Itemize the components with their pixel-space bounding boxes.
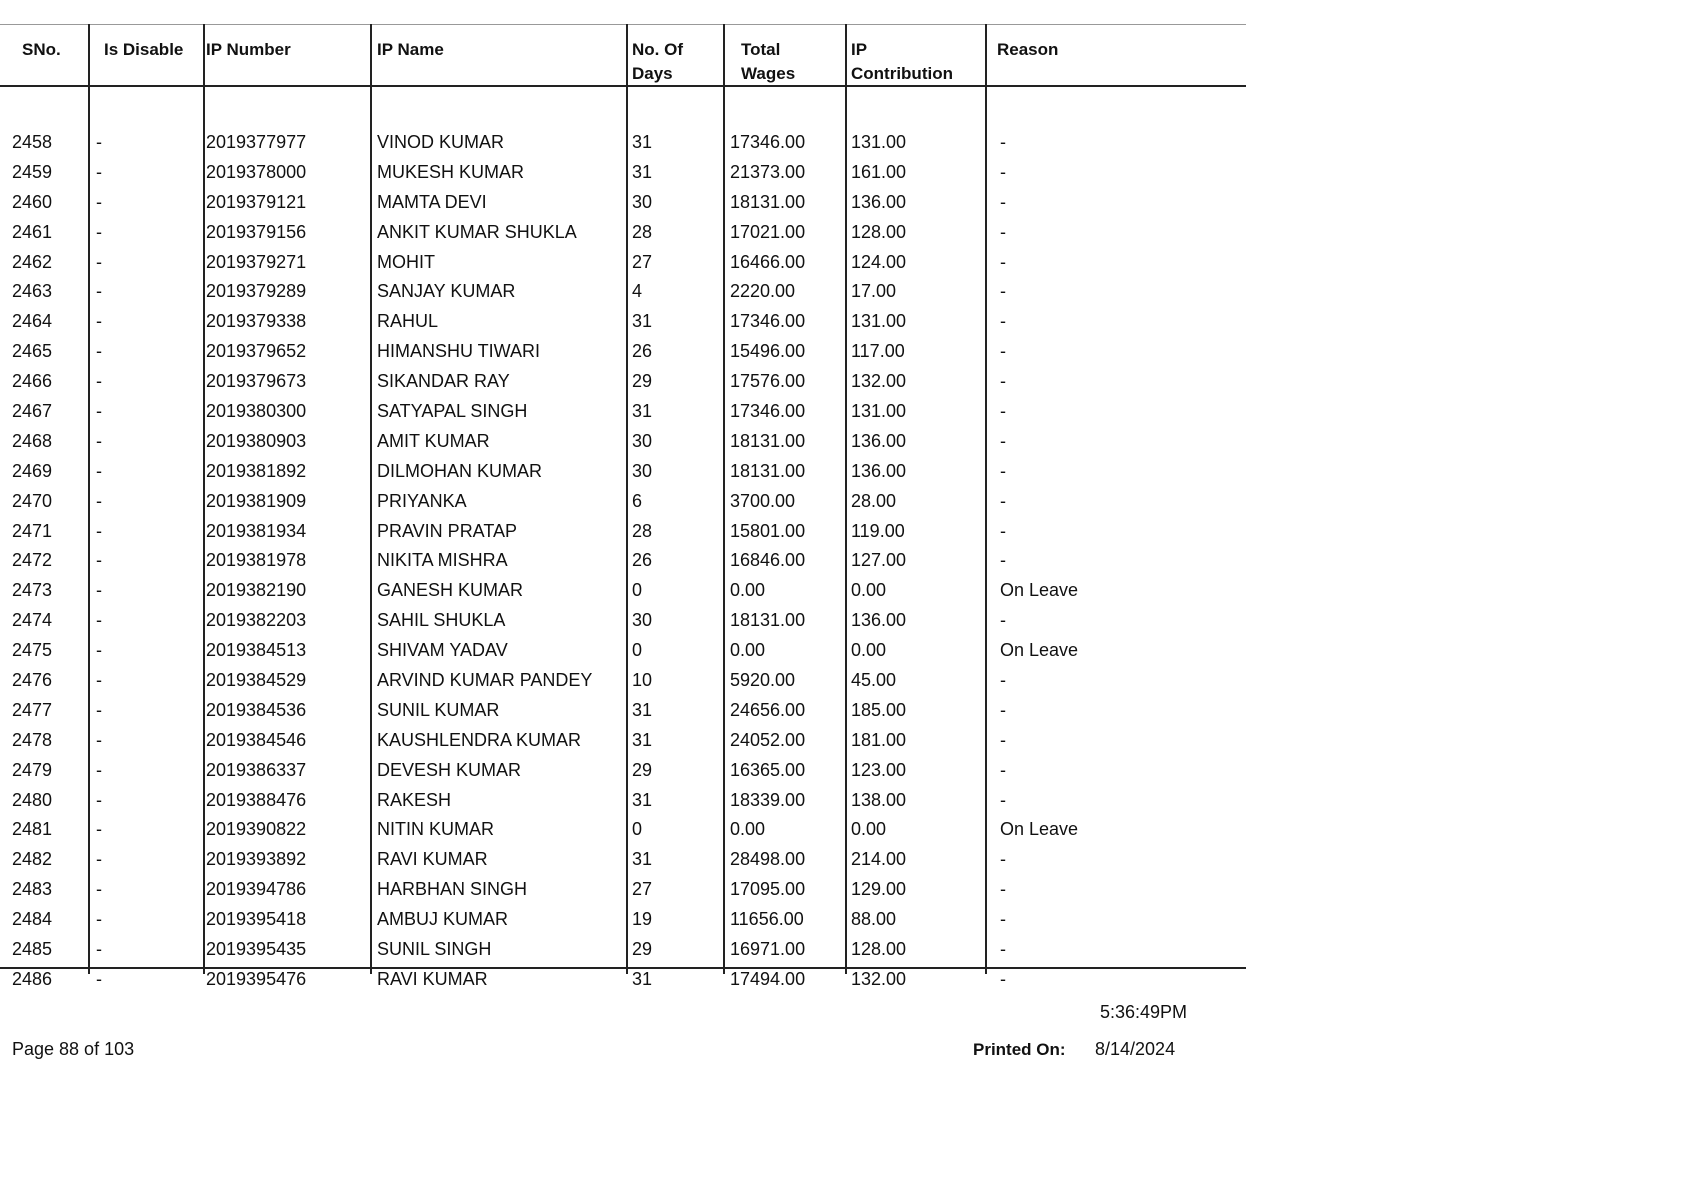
table-row (0, 608, 1246, 638)
cell-wages: 15496.00 (730, 341, 806, 362)
cell-wages: 24656.00 (730, 699, 806, 720)
cell-contribution: 131.00 (851, 401, 907, 422)
header-is-disable: Is Disable (104, 40, 184, 59)
cell-wages: 16971.00 (730, 939, 806, 960)
cell-ip-number: 2019388476 (206, 789, 307, 810)
cell-reason: - (1000, 251, 1006, 272)
cell-reason: - (1000, 132, 1006, 152)
cell-sno: 2484 (12, 909, 53, 930)
cell-ip-number: 2019380903 (206, 430, 307, 451)
cell-is-disable: - (96, 789, 102, 810)
cell-sno: 2461 (12, 221, 53, 242)
cell-contribution: 17.00 (851, 281, 897, 302)
cell-contribution: 131.00 (851, 132, 907, 152)
table-row (0, 339, 1246, 369)
cell-ip-number: 2019382203 (206, 610, 307, 631)
cell-wages: 15801.00 (730, 520, 806, 541)
wages-table (0, 24, 1246, 989)
cell-ip-number: 2019377977 (206, 132, 307, 152)
cell-reason: - (1000, 191, 1006, 212)
cell-days: 31 (632, 849, 653, 870)
table-row (0, 578, 1246, 608)
print-time: 5:36:49PM (1100, 1002, 1188, 1022)
cell-sno: 2475 (12, 640, 53, 661)
cell-is-disable: - (96, 610, 102, 631)
cell-sno: 2468 (12, 430, 53, 451)
cell-sno: 2458 (12, 132, 53, 152)
printed-on-date: 8/14/2024 (1095, 1039, 1176, 1059)
cell-ip-name: RAKESH (377, 789, 452, 810)
cell-is-disable: - (96, 879, 102, 900)
cell-is-disable: - (96, 640, 102, 661)
cell-reason: - (1000, 939, 1006, 960)
cell-wages: 17346.00 (730, 132, 806, 152)
cell-days: 31 (632, 161, 653, 182)
cell-days: 19 (632, 909, 653, 930)
cell-is-disable: - (96, 849, 102, 870)
cell-days: 29 (632, 371, 653, 392)
cell-sno: 2470 (12, 490, 53, 511)
cell-ip-number: 2019379652 (206, 341, 307, 362)
cell-is-disable: - (96, 430, 102, 451)
cell-contribution: 132.00 (851, 371, 907, 392)
cell-contribution: 132.00 (851, 968, 907, 989)
cell-wages: 2220.00 (730, 281, 796, 302)
table-row (0, 728, 1246, 758)
cell-is-disable: - (96, 819, 102, 840)
table-row (0, 250, 1246, 280)
cell-days: 31 (632, 729, 653, 750)
table-row (0, 937, 1246, 967)
cell-contribution: 88.00 (851, 909, 897, 930)
cell-reason: - (1000, 341, 1006, 362)
table-body (0, 130, 1246, 997)
cell-reason: On Leave (1000, 819, 1079, 840)
cell-is-disable: - (96, 221, 102, 242)
cell-days: 6 (632, 490, 643, 511)
cell-ip-number: 2019390822 (206, 819, 307, 840)
cell-wages: 16466.00 (730, 251, 806, 272)
cell-ip-number: 2019379289 (206, 281, 307, 302)
cell-reason: - (1000, 909, 1006, 930)
cell-reason: - (1000, 670, 1006, 691)
table-row (0, 130, 1246, 160)
header-total-wages: Total Wages (741, 40, 796, 83)
cell-reason: - (1000, 430, 1006, 451)
cell-is-disable: - (96, 490, 102, 511)
cell-sno: 2478 (12, 729, 53, 750)
cell-reason: On Leave (1000, 580, 1079, 601)
cell-days: 30 (632, 191, 653, 212)
cell-sno: 2474 (12, 610, 53, 631)
cell-wages: 11656.00 (730, 909, 804, 930)
cell-days: 30 (632, 460, 653, 481)
cell-wages: 17346.00 (730, 401, 806, 422)
cell-ip-name: PRAVIN PRATAP (377, 520, 518, 541)
cell-sno: 2465 (12, 341, 53, 362)
cell-is-disable: - (96, 670, 102, 691)
cell-reason: - (1000, 460, 1006, 481)
table-row (0, 160, 1246, 190)
cell-ip-number: 2019381892 (206, 460, 307, 481)
cell-ip-name: RAVI KUMAR (377, 968, 488, 989)
header-ip-contribution: IP Contribution (851, 40, 953, 83)
cell-ip-name: SUNIL SINGH (377, 939, 492, 960)
cell-contribution: 128.00 (851, 221, 907, 242)
cell-days: 10 (632, 670, 653, 691)
cell-sno: 2469 (12, 460, 53, 481)
cell-wages: 17576.00 (730, 371, 806, 392)
cell-days: 30 (632, 610, 653, 631)
cell-is-disable: - (96, 281, 102, 302)
cell-ip-name: HIMANSHU TIWARI (377, 341, 541, 362)
table-row (0, 847, 1246, 877)
cell-contribution: 181.00 (851, 729, 907, 750)
cell-wages: 16365.00 (730, 759, 806, 780)
cell-reason: On Leave (1000, 640, 1079, 661)
cell-contribution: 123.00 (851, 759, 907, 780)
table-row (0, 877, 1246, 907)
cell-sno: 2476 (12, 670, 53, 691)
cell-days: 0 (632, 580, 643, 601)
cell-is-disable: - (96, 729, 102, 750)
cell-sno: 2462 (12, 251, 53, 272)
cell-sno: 2463 (12, 281, 53, 302)
cell-is-disable: - (96, 371, 102, 392)
table-row (0, 429, 1246, 459)
cell-ip-number: 2019379673 (206, 371, 307, 392)
cell-contribution: 119.00 (851, 520, 905, 541)
cell-ip-name: SHIVAM YADAV (377, 640, 508, 661)
cell-ip-name: MUKESH KUMAR (377, 161, 525, 182)
table-row (0, 698, 1246, 728)
cell-ip-number: 2019395418 (206, 909, 307, 930)
cell-ip-name: DEVESH KUMAR (377, 759, 522, 780)
cell-contribution: 127.00 (851, 550, 907, 571)
cell-ip-name: RAVI KUMAR (377, 849, 488, 870)
table-row (0, 788, 1246, 818)
cell-reason: - (1000, 849, 1006, 870)
cell-wages: 18131.00 (730, 191, 806, 212)
cell-is-disable: - (96, 460, 102, 481)
cell-ip-number: 2019395435 (206, 939, 307, 960)
table-row (0, 519, 1246, 549)
cell-reason: - (1000, 610, 1006, 631)
cell-contribution: 28.00 (851, 490, 897, 511)
cell-reason: - (1000, 759, 1006, 780)
cell-wages: 17346.00 (730, 311, 806, 332)
printed-on-label: Printed On: (973, 1040, 1066, 1059)
cell-contribution: 45.00 (851, 670, 897, 691)
cell-wages: 18339.00 (730, 789, 806, 810)
cell-days: 29 (632, 939, 653, 960)
cell-ip-number: 2019395476 (206, 968, 307, 989)
cell-ip-name: KAUSHLENDRA KUMAR (377, 729, 582, 750)
cell-days: 27 (632, 879, 653, 900)
cell-ip-name: NITIN KUMAR (377, 819, 494, 840)
cell-ip-name: MOHIT (377, 251, 435, 272)
cell-wages: 5920.00 (730, 670, 796, 691)
cell-ip-name: SAHIL SHUKLA (377, 610, 506, 631)
cell-ip-number: 2019379121 (206, 191, 307, 212)
cell-ip-name: PRIYANKA (377, 490, 467, 511)
cell-ip-number: 2019394786 (206, 879, 307, 900)
cell-is-disable: - (96, 968, 102, 989)
table-row (0, 220, 1246, 250)
cell-days: 28 (632, 520, 653, 541)
cell-is-disable: - (96, 909, 102, 930)
cell-days: 0 (632, 640, 643, 661)
table-row (0, 638, 1246, 668)
cell-sno: 2459 (12, 161, 53, 182)
cell-ip-name: GANESH KUMAR (377, 580, 524, 601)
header-no-of-days: No. Of Days (632, 40, 683, 83)
cell-days: 30 (632, 430, 653, 451)
cell-reason: - (1000, 520, 1006, 541)
cell-is-disable: - (96, 939, 102, 960)
cell-contribution: 138.00 (851, 789, 907, 810)
cell-days: 31 (632, 968, 653, 989)
cell-ip-number: 2019379271 (206, 251, 307, 272)
cell-is-disable: - (96, 520, 102, 541)
cell-sno: 2481 (12, 819, 53, 840)
header-ip-number: IP Number (206, 40, 291, 59)
cell-reason: - (1000, 729, 1006, 750)
cell-reason: - (1000, 401, 1006, 422)
cell-wages: 16846.00 (730, 550, 806, 571)
page-number: Page 88 of 103 (12, 1039, 135, 1059)
cell-sno: 2472 (12, 550, 53, 571)
cell-contribution: 131.00 (851, 311, 907, 332)
cell-contribution: 0.00 (851, 640, 887, 661)
cell-ip-number: 2019393892 (206, 849, 307, 870)
cell-contribution: 136.00 (851, 191, 907, 212)
cell-is-disable: - (96, 132, 102, 152)
table-row (0, 758, 1246, 788)
table-row (0, 190, 1246, 220)
cell-reason: - (1000, 879, 1006, 900)
header-sno: SNo. (22, 40, 61, 59)
cell-reason: - (1000, 371, 1006, 392)
cell-ip-number: 2019380300 (206, 401, 307, 422)
cell-ip-name: SATYAPAL SINGH (377, 401, 528, 422)
cell-ip-name: RAHUL (377, 311, 439, 332)
cell-ip-name: AMIT KUMAR (377, 430, 490, 451)
cell-reason: - (1000, 221, 1006, 242)
cell-is-disable: - (96, 311, 102, 332)
cell-ip-name: ANKIT KUMAR SHUKLA (377, 221, 577, 242)
cell-reason: - (1000, 789, 1006, 810)
cell-contribution: 136.00 (851, 460, 907, 481)
cell-days: 29 (632, 759, 653, 780)
cell-sno: 2482 (12, 849, 53, 870)
cell-sno: 2486 (12, 968, 53, 989)
cell-is-disable: - (96, 580, 102, 601)
cell-wages: 0.00 (730, 580, 766, 601)
cell-ip-number: 2019384546 (206, 729, 307, 750)
cell-ip-name: DILMOHAN KUMAR (377, 460, 543, 481)
cell-days: 4 (632, 281, 643, 302)
cell-days: 31 (632, 401, 653, 422)
cell-sno: 2479 (12, 759, 53, 780)
cell-ip-number: 2019381934 (206, 520, 307, 541)
cell-ip-number: 2019378000 (206, 161, 307, 182)
table-row (0, 369, 1246, 399)
cell-is-disable: - (96, 401, 102, 422)
cell-wages: 24052.00 (730, 729, 806, 750)
table-row (0, 668, 1246, 698)
cell-sno: 2460 (12, 191, 53, 212)
cell-ip-name: AMBUJ KUMAR (377, 909, 509, 930)
cell-sno: 2473 (12, 580, 53, 601)
cell-ip-name: NIKITA MISHRA (377, 550, 508, 571)
cell-sno: 2467 (12, 401, 53, 422)
cell-is-disable: - (96, 341, 102, 362)
cell-sno: 2471 (12, 520, 53, 541)
cell-sno: 2466 (12, 371, 53, 392)
cell-ip-name: SIKANDAR RAY (377, 371, 510, 392)
table-row (0, 907, 1246, 937)
cell-ip-name: HARBHAN SINGH (377, 879, 528, 900)
cell-contribution: 0.00 (851, 819, 887, 840)
cell-contribution: 0.00 (851, 580, 887, 601)
cell-sno: 2483 (12, 879, 53, 900)
cell-days: 28 (632, 221, 653, 242)
cell-ip-name: SANJAY KUMAR (377, 281, 516, 302)
table-row (0, 309, 1246, 339)
cell-days: 26 (632, 550, 653, 571)
cell-contribution: 136.00 (851, 610, 907, 631)
cell-ip-number: 2019384513 (206, 640, 307, 661)
cell-reason: - (1000, 281, 1006, 302)
cell-is-disable: - (96, 759, 102, 780)
table-row (0, 548, 1246, 578)
cell-wages: 17095.00 (730, 879, 806, 900)
table-row (0, 967, 1246, 997)
cell-ip-number: 2019381909 (206, 490, 307, 511)
cell-wages: 0.00 (730, 819, 766, 840)
cell-days: 31 (632, 132, 653, 152)
cell-sno: 2485 (12, 939, 53, 960)
header-reason: Reason (997, 40, 1059, 59)
cell-reason: - (1000, 550, 1006, 571)
cell-contribution: 185.00 (851, 699, 907, 720)
cell-ip-name: VINOD KUMAR (377, 132, 505, 152)
header-bottom-border (0, 85, 1246, 87)
cell-is-disable: - (96, 251, 102, 272)
table-row (0, 399, 1246, 429)
cell-ip-number: 2019381978 (206, 550, 307, 571)
cell-contribution: 214.00 (851, 849, 907, 870)
cell-wages: 0.00 (730, 640, 766, 661)
cell-days: 31 (632, 699, 653, 720)
table-row (0, 279, 1246, 309)
cell-wages: 17494.00 (730, 968, 806, 989)
table-row (0, 489, 1246, 519)
cell-contribution: 128.00 (851, 939, 907, 960)
cell-ip-name: SUNIL KUMAR (377, 699, 500, 720)
cell-ip-number: 2019384529 (206, 670, 307, 691)
table-row (0, 459, 1246, 489)
cell-ip-number: 2019386337 (206, 759, 307, 780)
cell-contribution: 161.00 (851, 161, 907, 182)
cell-ip-number: 2019379156 (206, 221, 307, 242)
cell-ip-name: ARVIND KUMAR PANDEY (377, 670, 593, 691)
cell-days: 31 (632, 311, 653, 332)
cell-contribution: 124.00 (851, 251, 907, 272)
cell-sno: 2477 (12, 699, 53, 720)
cell-days: 26 (632, 341, 653, 362)
cell-days: 27 (632, 251, 653, 272)
cell-wages: 18131.00 (730, 430, 806, 451)
cell-wages: 17021.00 (730, 221, 806, 242)
cell-contribution: 136.00 (851, 430, 907, 451)
cell-wages: 21373.00 (730, 161, 806, 182)
cell-ip-number: 2019382190 (206, 580, 307, 601)
cell-reason: - (1000, 490, 1006, 511)
cell-contribution: 129.00 (851, 879, 907, 900)
cell-wages: 18131.00 (730, 610, 806, 631)
cell-is-disable: - (96, 191, 102, 212)
cell-reason: - (1000, 699, 1006, 720)
cell-ip-name: MAMTA DEVI (377, 191, 487, 212)
cell-wages: 3700.00 (730, 490, 796, 511)
table-row (0, 817, 1246, 847)
cell-wages: 18131.00 (730, 460, 806, 481)
cell-is-disable: - (96, 699, 102, 720)
cell-sno: 2480 (12, 789, 53, 810)
cell-reason: - (1000, 311, 1006, 332)
cell-reason: - (1000, 968, 1006, 989)
cell-is-disable: - (96, 161, 102, 182)
cell-reason: - (1000, 161, 1006, 182)
header-ip-name: IP Name (377, 40, 444, 59)
cell-days: 31 (632, 789, 653, 810)
cell-ip-number: 2019384536 (206, 699, 307, 720)
cell-is-disable: - (96, 550, 102, 571)
cell-wages: 28498.00 (730, 849, 806, 870)
cell-days: 0 (632, 819, 643, 840)
cell-ip-number: 2019379338 (206, 311, 307, 332)
cell-contribution: 117.00 (851, 341, 905, 362)
cell-sno: 2464 (12, 311, 53, 332)
table-top-border (0, 24, 1246, 25)
